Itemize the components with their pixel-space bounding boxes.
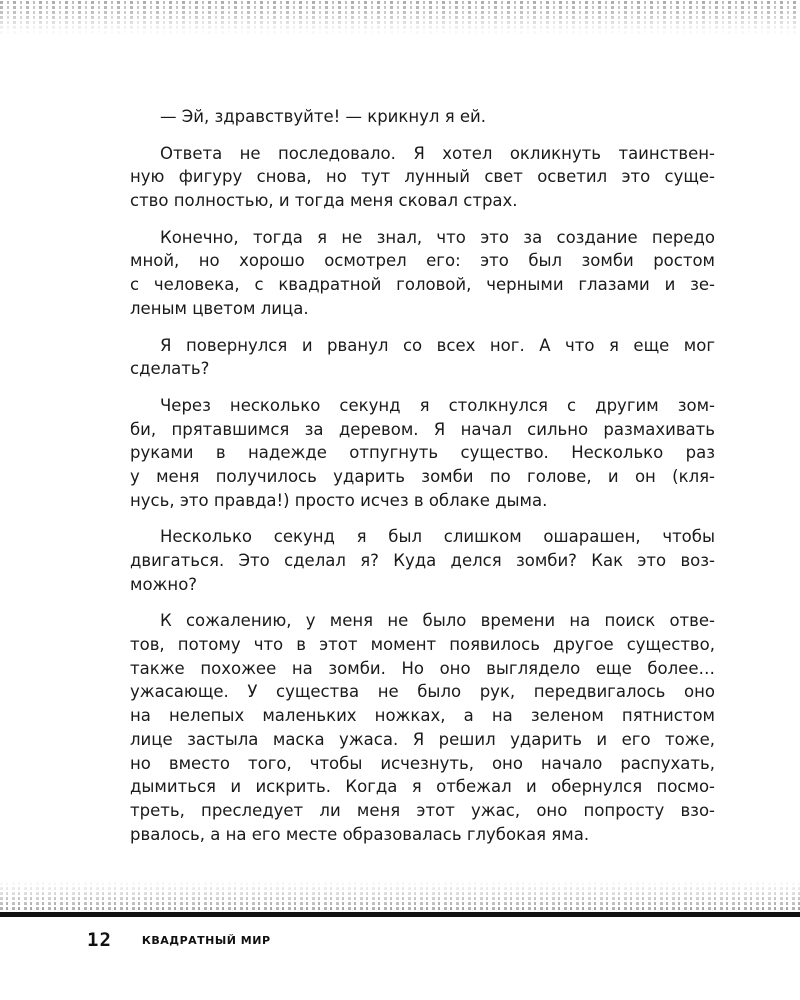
running-title: КВАДРАТНЫЙ МИР <box>141 933 271 947</box>
paragraph <box>130 105 715 129</box>
body-text <box>130 105 715 859</box>
paragraph <box>130 142 715 213</box>
text-line: Ответа не последовало. Я хотел окликнуть таинствен- <box>160 143 715 163</box>
text-line: можно? <box>130 574 198 594</box>
page-number: 12 <box>87 929 112 951</box>
paragraph <box>130 525 715 596</box>
text-line: нусь, это правда!) просто исчез в облаке дыма. <box>130 490 548 510</box>
text-line: тов, потому что в этот момент появилось другое существо, <box>130 635 715 655</box>
paragraph <box>130 226 715 321</box>
text-line: дымиться и искрить. Когда я отбежал и обернулся посмо- <box>130 777 715 797</box>
bottom-pixel-pattern <box>0 880 800 912</box>
top-pixel-pattern <box>0 0 800 36</box>
text-line: рвалось, а на его месте образовалась глубокая яма. <box>130 824 590 844</box>
text-line: сделать? <box>130 359 210 379</box>
text-line: с человека, с квадратной головой, черными глазами и зе- <box>130 275 715 295</box>
text-line: на нелепых маленьких ножках, а на зеленом пятнистом <box>130 706 715 726</box>
text-line: К сожалению, у меня не было времени на поиск отве- <box>160 611 715 631</box>
text-line: ужасающе. У существа не было рук, передвигалось оно <box>130 682 715 702</box>
text-line: руками в надежде отпугнуть существо. Несколько раз <box>130 443 715 463</box>
text-line: но вместо того, чтобы исчезнуть, оно начало распухать, <box>130 753 715 773</box>
text-line: леным цветом лица. <box>130 298 309 318</box>
text-line: треть, преследует ли меня этот ужас, оно попросту взо- <box>130 800 715 820</box>
text-line: мной, но хорошо осмотрел его: это был зомби ростом <box>130 251 715 271</box>
text-line: Конечно, тогда я не знал, что это за создание передо <box>160 227 715 247</box>
text-line: ную фигуру снова, но тут лунный свет осветил это суще- <box>130 167 715 187</box>
text-line: Через несколько секунд я столкнулся с другим зом- <box>160 395 715 415</box>
text-line: ство полностью, и тогда меня сковал страх. <box>130 191 518 211</box>
text-line: Я повернулся и рванул со всех ног. А что я еще мог <box>160 335 715 355</box>
paragraph <box>130 334 715 381</box>
text-line: лице застыла маска ужаса. Я решил ударить и его тоже, <box>130 729 715 749</box>
text-line: также похожее на зомби. Но оно выглядело еще более… <box>130 658 715 678</box>
page-footer <box>87 929 271 951</box>
paragraph <box>130 394 715 512</box>
text-line: Несколько секунд я был слишком ошарашен, чтобы <box>160 527 715 547</box>
text-line: двигаться. Это сделал я? Куда делся зомби? Как это воз- <box>130 551 715 570</box>
text-line: би, прятавшимся за деревом. Я начал сильно размахивать <box>130 419 715 439</box>
footer-rule <box>0 912 800 917</box>
text-line: — Эй, здравствуйте! — крикнул я ей. <box>160 107 486 126</box>
text-line: у меня получилось ударить зомби по голове, и он (кля- <box>130 466 715 486</box>
paragraph <box>130 609 715 846</box>
